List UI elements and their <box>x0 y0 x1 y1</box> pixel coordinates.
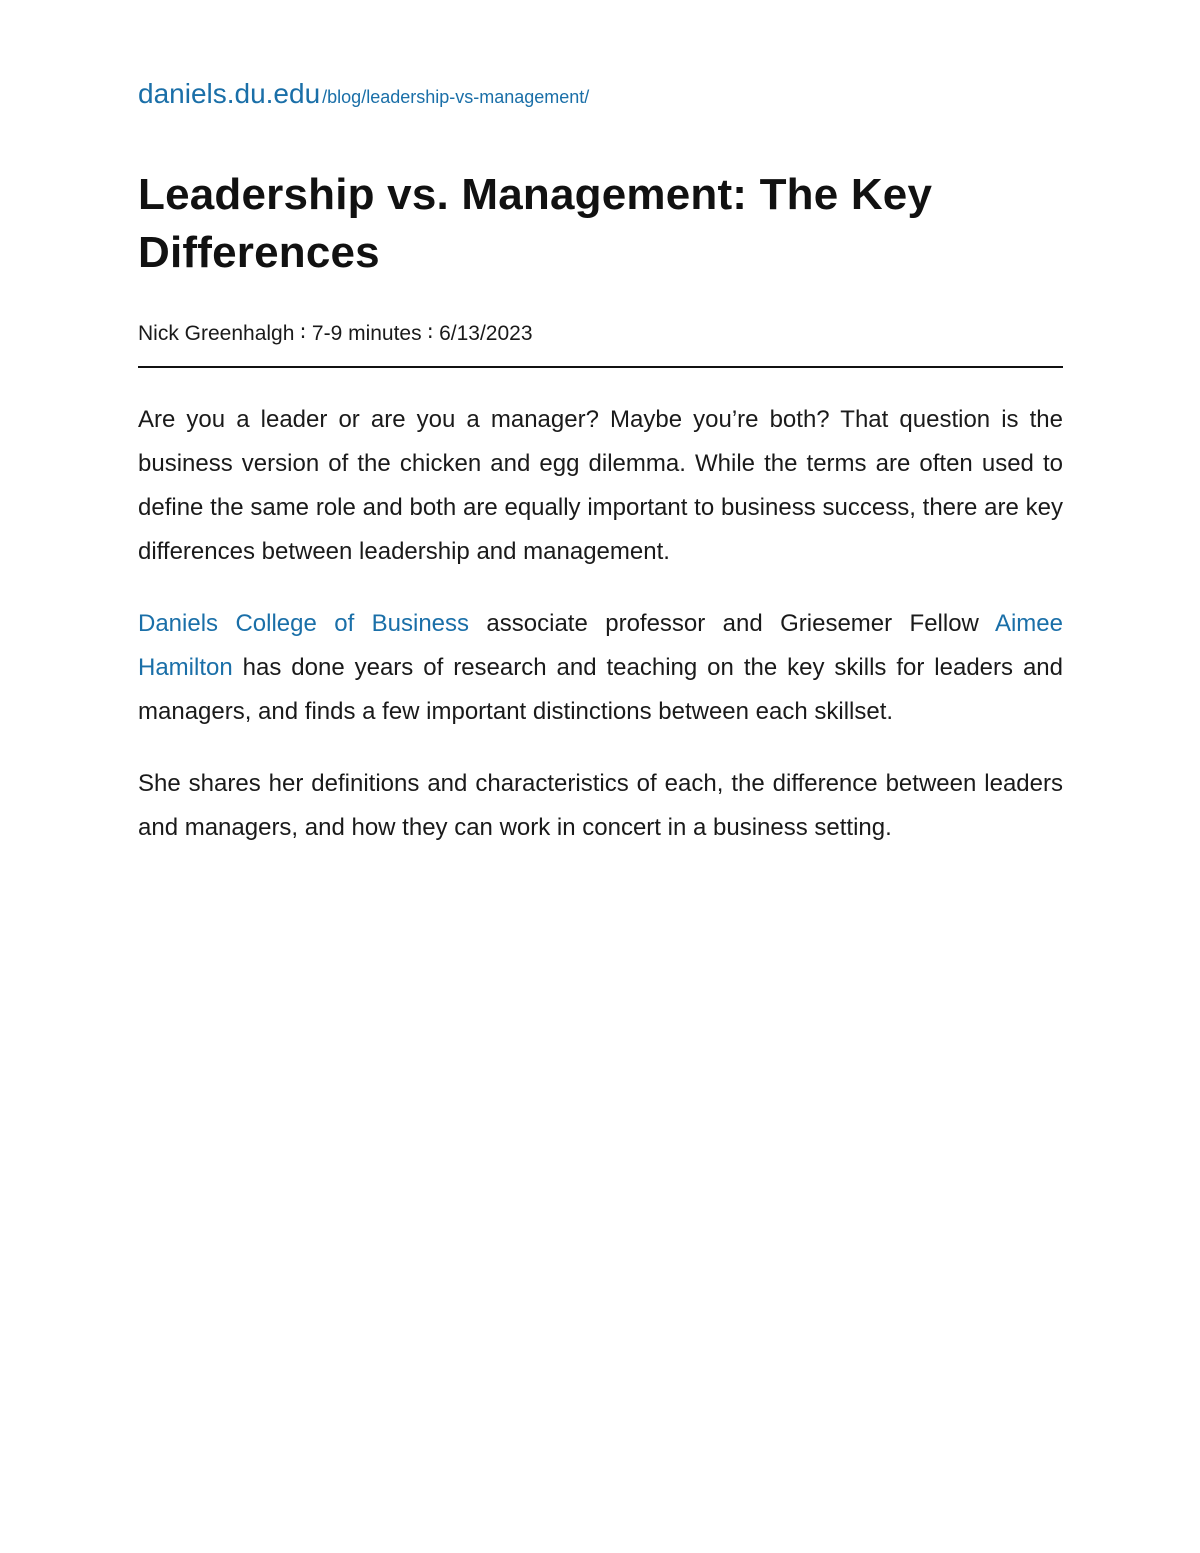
article-meta <box>138 320 1063 348</box>
daniels-college-link[interactable]: Daniels College of Business <box>138 610 470 637</box>
paragraph-text: has done years of research and teaching on the key skills for leaders and managers, and finds a few important distinctions between each skillset. <box>138 654 1063 725</box>
source-path-link[interactable]: /blog/leadership-vs-management/ <box>322 87 590 107</box>
meta-separator: ∶ <box>300 322 306 345</box>
divider <box>138 366 1063 368</box>
paragraph-text: associate professor and Griesemer Fellow <box>469 610 995 637</box>
paragraph-summary: She shares her definitions and characteristics of each, the difference between leaders and managers, and how they can work in concert in a business setting. <box>138 770 1063 841</box>
read-time: 7-9 minutes <box>311 322 422 345</box>
author-name: Nick Greenhalgh <box>138 322 295 345</box>
article-page <box>138 80 1063 850</box>
source-domain-link[interactable]: daniels.du.edu <box>138 78 321 109</box>
aimee-hamilton-link[interactable]: Aimee Hamilton <box>138 610 1063 681</box>
publish-date: 6/13/2023 <box>439 322 533 345</box>
paragraph-intro: Are you a leader or are you a manager? Maybe you’re both? That question is the business version of the chicken and egg dilemma. While the terms are often used to define the same role and both are equally important to business success, there are key differences between leadership and management. <box>138 406 1063 565</box>
meta-separator: ∶ <box>427 322 434 345</box>
article-body <box>138 398 1063 850</box>
article-title: Leadership vs. Management: The Key Differences <box>138 170 933 277</box>
source-url <box>138 80 1063 108</box>
paragraph-author-info <box>138 602 1063 734</box>
